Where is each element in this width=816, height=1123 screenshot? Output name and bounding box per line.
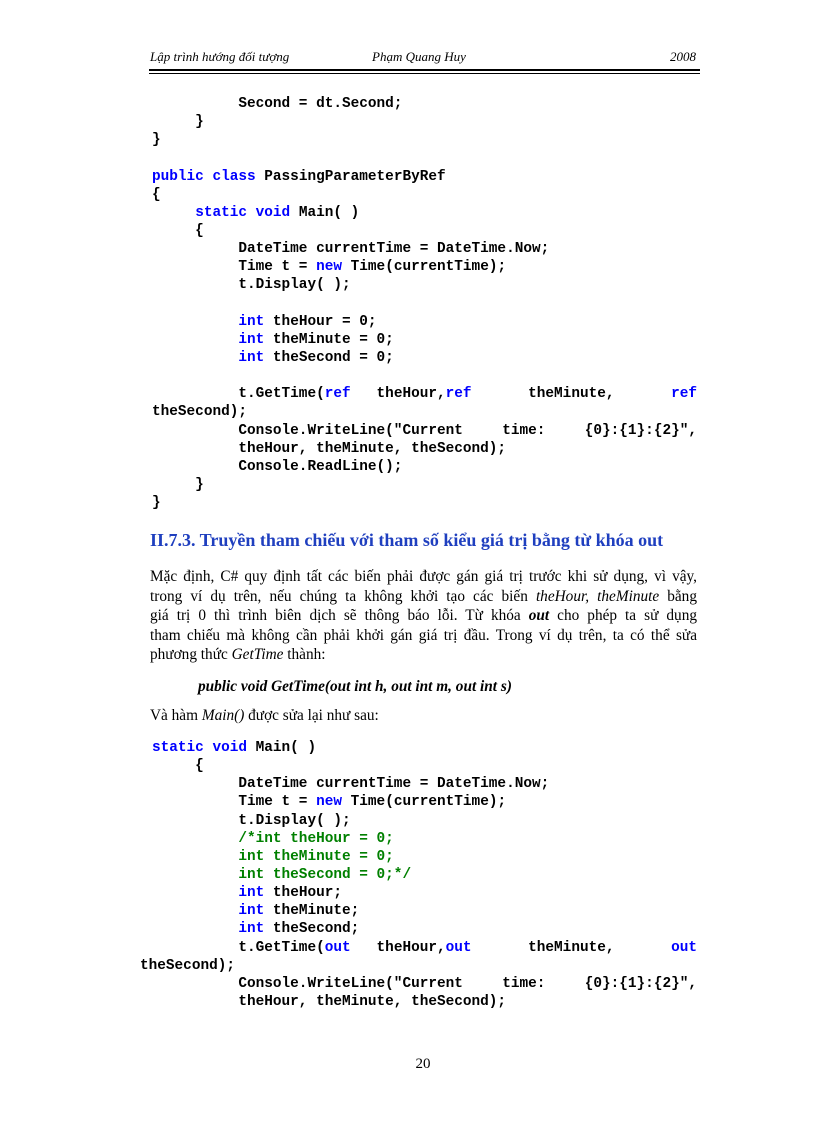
code-text: Console.WriteLine("Current (152, 422, 463, 439)
code-indent (152, 885, 238, 901)
code-line (152, 313, 697, 331)
code-line: { (152, 186, 161, 203)
text-run: phương thức (150, 646, 232, 663)
code-text: t.GetTime( (152, 939, 325, 956)
keyword: int (238, 921, 265, 938)
code-text: Time t = (152, 794, 317, 811)
text-run: Và hàm (150, 707, 202, 724)
code-line-justified (152, 939, 697, 957)
code-line: t.Display( ); (152, 277, 351, 294)
code-line (152, 902, 697, 920)
code-line: } (152, 495, 161, 512)
code-line-justified (152, 975, 697, 993)
code-text: time: (502, 975, 546, 992)
code-text: theHour, (350, 939, 446, 956)
section-heading: II.7.3. Truyền tham chiếu với tham số kiểu giá trị bằng từ khóa out (150, 530, 664, 550)
code-text: theHour; (264, 885, 343, 902)
body-paragraph (150, 567, 697, 665)
paragraph-line: Mặc định, C# quy định tất các biến phải được gán giá trị trước khi sử dụng, vì vậy, (150, 568, 697, 585)
code-text: Main( ) (247, 740, 317, 756)
code-line (152, 793, 697, 811)
code-line: theHour, theMinute, theSecond); (152, 993, 507, 1010)
code-line: t.Display( ); (152, 812, 351, 829)
keyword: out (671, 939, 697, 956)
code-blank-line (152, 295, 697, 313)
keyword-out-emphasis: out (528, 607, 550, 624)
code-indent (152, 205, 195, 221)
code-segment (152, 385, 472, 403)
code-text: theMinute, (528, 939, 615, 956)
text-run: bằng (659, 587, 697, 605)
paragraph-line: tham chiếu mà không cần phải khởi gán giá trị đầu. Trong ví dụ trên, ta có thể sửa (150, 626, 697, 644)
header-book-title: Lập trình hướng đối tượng (150, 49, 290, 64)
keyword: static void (195, 204, 291, 221)
code-block-passing-by-ref (152, 95, 697, 512)
code-text: Main( ) (290, 204, 360, 221)
code-line: theSecond); (152, 404, 247, 421)
text-run: thành: (283, 646, 326, 663)
keyword: int (238, 885, 265, 902)
code-segment (152, 939, 472, 957)
text-run: trong ví dụ trên, nếu chúng ta không khởi tạo các biến (150, 587, 536, 605)
code-comment-line: /*int theHour = 0; (152, 830, 394, 847)
keyword: ref (445, 386, 472, 403)
keyword: int (238, 903, 265, 920)
code-line (152, 739, 697, 757)
code-line (152, 331, 697, 349)
code-text: {0}:{1}:{2}", (584, 422, 697, 439)
code-text: t.GetTime( (152, 386, 325, 403)
keyword: new (316, 794, 343, 811)
keyword: static void (152, 740, 247, 756)
italic-term: theHour, theMinute (535, 587, 660, 605)
keyword: out (324, 939, 351, 956)
code-line (152, 258, 697, 276)
code-line: } (152, 132, 161, 149)
paragraph-line (150, 606, 697, 626)
code-text: theMinute; (264, 903, 360, 920)
code-line: Console.ReadLine(); (152, 458, 403, 475)
keyword: new (316, 259, 343, 276)
code-line: { (152, 758, 204, 775)
page-header (150, 47, 696, 67)
code-line-justified (152, 385, 697, 403)
text-run: giá trị 0 thì trình biên dịch sẽ thông báo lỗi. Từ khóa (150, 607, 529, 624)
header-author: Phạm Quang Huy (372, 49, 466, 64)
code-line: theHour, theMinute, theSecond); (152, 440, 507, 457)
code-text: theMinute = 0; (264, 331, 394, 348)
paragraph-line (150, 587, 697, 607)
code-indent (152, 314, 238, 330)
keyword: ref (324, 386, 351, 403)
code-line: DateTime currentTime = DateTime.Now; (152, 241, 550, 258)
code-indent (152, 350, 238, 366)
code-line: } (152, 114, 204, 131)
code-text: {0}:{1}:{2}", (584, 975, 697, 992)
code-blank-line (152, 367, 697, 385)
code-block-out-main (140, 739, 697, 1011)
code-indent (152, 332, 238, 348)
keyword: out (445, 939, 472, 956)
code-line (152, 349, 697, 367)
code-line (152, 168, 697, 186)
code-text: theHour = 0; (264, 313, 377, 330)
code-comment-line: int theSecond = 0;*/ (152, 866, 412, 883)
paragraph-line (150, 645, 697, 665)
code-text: theSecond = 0; (264, 349, 394, 366)
code-line: DateTime currentTime = DateTime.Now; (152, 776, 550, 793)
text-run: được sửa lại như sau: (244, 707, 379, 724)
code-text: Time(currentTime); (342, 259, 507, 276)
code-blank-line (152, 149, 697, 167)
code-comment-line: int theMinute = 0; (152, 848, 394, 865)
header-rule-thin (149, 73, 700, 74)
code-line (152, 884, 697, 902)
page-number: 20 (415, 1056, 431, 1072)
keyword: int (238, 349, 265, 366)
code-text: theHour, (350, 386, 446, 403)
code-line-justified (152, 422, 697, 440)
keyword: int (238, 331, 265, 348)
keyword: ref (671, 386, 697, 403)
keyword: public class (152, 168, 256, 185)
code-line: } (152, 476, 204, 493)
code-text: Time t = (152, 259, 317, 276)
code-line (152, 204, 697, 222)
text-run: cho phép ta sử dụng (549, 607, 697, 624)
method-signature: public void GetTime(out int h, out int m, out int s) (198, 678, 512, 695)
code-text: Time(currentTime); (342, 794, 507, 811)
code-indent (152, 921, 238, 937)
code-line (152, 920, 697, 938)
italic-term: Main() (201, 707, 245, 724)
header-rule-thick (149, 69, 700, 71)
body-paragraph-2 (150, 707, 379, 725)
code-line: theSecond); (140, 957, 235, 974)
code-text: theSecond; (264, 921, 360, 938)
code-text: PassingParameterByRef (255, 168, 446, 185)
header-year: 2008 (670, 49, 696, 64)
code-text: Console.WriteLine("Current (152, 975, 463, 992)
code-line: { (152, 222, 204, 239)
keyword: int (238, 313, 265, 330)
code-text: theMinute, (528, 386, 615, 403)
italic-term: GetTime (231, 646, 284, 663)
code-indent (152, 903, 238, 919)
code-line: Second = dt.Second; (152, 96, 403, 112)
code-text: time: (502, 422, 546, 439)
